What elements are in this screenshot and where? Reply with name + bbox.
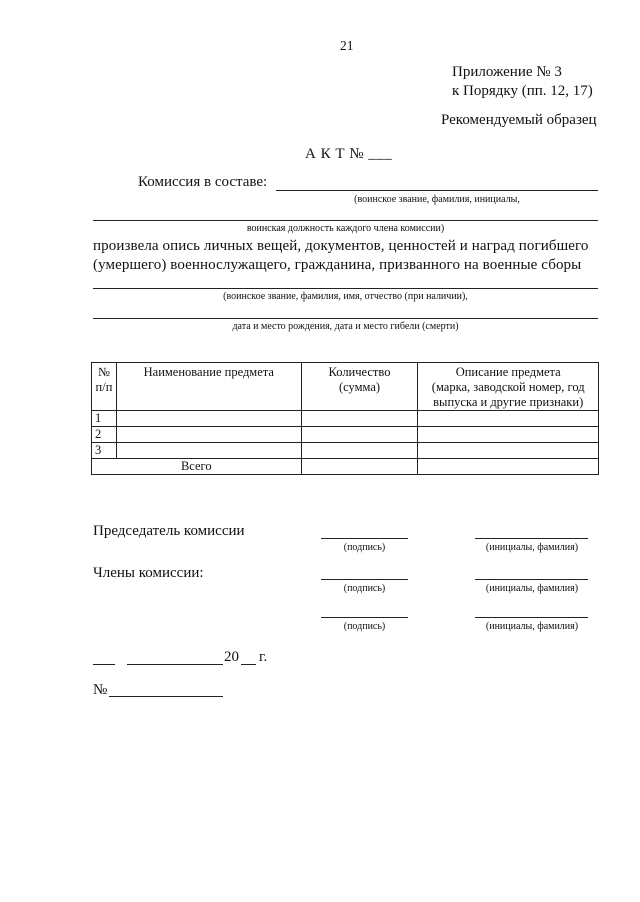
commission-position-hint: воинская должность каждого члена комиссии) (246, 223, 445, 234)
row-number: 1 (92, 411, 117, 427)
commission-line-2 (93, 220, 598, 221)
commission-label: Комиссия в составе: (138, 174, 268, 190)
page-number: 21 (340, 38, 354, 53)
sample-label: Рекомендуемый образец (441, 112, 597, 128)
date-year-prefix: 20 (224, 649, 239, 665)
member-2-signature-line (321, 617, 408, 618)
member-1-initials-hint: (инициалы, фамилия) (485, 583, 579, 594)
header-number: № п/п (92, 363, 117, 411)
chairman-initials-line (475, 538, 588, 539)
member-2-initials-line (475, 617, 588, 618)
person-name-line (93, 288, 598, 289)
header-description: Описание предмета (марка, заводской номер, год выпуска и другие признаки) (418, 363, 599, 411)
person-dates-hint: дата и место рождения, дата и место гибели (смерти) (232, 321, 459, 332)
date-month-line (127, 664, 223, 665)
table-header-row (92, 363, 599, 411)
date-year-line (241, 664, 256, 665)
table-row (92, 443, 599, 459)
header-quantity: Количество (сумма) (301, 363, 418, 411)
row-number: 2 (92, 427, 117, 443)
person-name-hint: (воинское звание, фамилия, имя, отчество (при наличии), (223, 291, 468, 302)
chairman-initials-hint: (инициалы, фамилия) (485, 542, 579, 553)
table-row (92, 411, 599, 427)
chairman-signature-line (321, 538, 408, 539)
total-label: Всего (92, 459, 302, 475)
member-1-signature-line (321, 579, 408, 580)
chairman-signature-hint: (подпись) (343, 542, 386, 553)
table-total-row (92, 459, 599, 475)
member-1-initials-line (475, 579, 588, 580)
table-row (92, 427, 599, 443)
row-number: 3 (92, 443, 117, 459)
act-title: А К Т № ___ (305, 146, 393, 162)
member-2-signature-hint: (подпись) (343, 621, 386, 632)
body-text-line-1: произвела опись личных вещей, документов, ценностей и наград погибшего (93, 238, 589, 254)
appendix-reference: к Порядку (пп. 12, 17) (452, 83, 593, 99)
number-line (109, 696, 223, 697)
items-table (91, 362, 599, 475)
commission-rank-hint: (воинское звание, фамилия, инициалы, (354, 194, 520, 205)
date-day-line (93, 664, 115, 665)
appendix-title: Приложение № 3 (452, 64, 562, 80)
body-text-line-2: (умершего) военнослужащего, гражданина, призванного на военные сборы (93, 257, 582, 273)
person-dates-line (93, 318, 598, 319)
member-1-signature-hint: (подпись) (343, 583, 386, 594)
commission-line (276, 190, 598, 191)
header-item-name: Наименование предмета (116, 363, 301, 411)
members-label: Члены комиссии: (93, 565, 204, 581)
chairman-label: Председатель комиссии (93, 523, 245, 539)
member-2-initials-hint: (инициалы, фамилия) (485, 621, 579, 632)
number-sign: № (93, 682, 108, 698)
date-year-suffix: г. (259, 649, 268, 665)
